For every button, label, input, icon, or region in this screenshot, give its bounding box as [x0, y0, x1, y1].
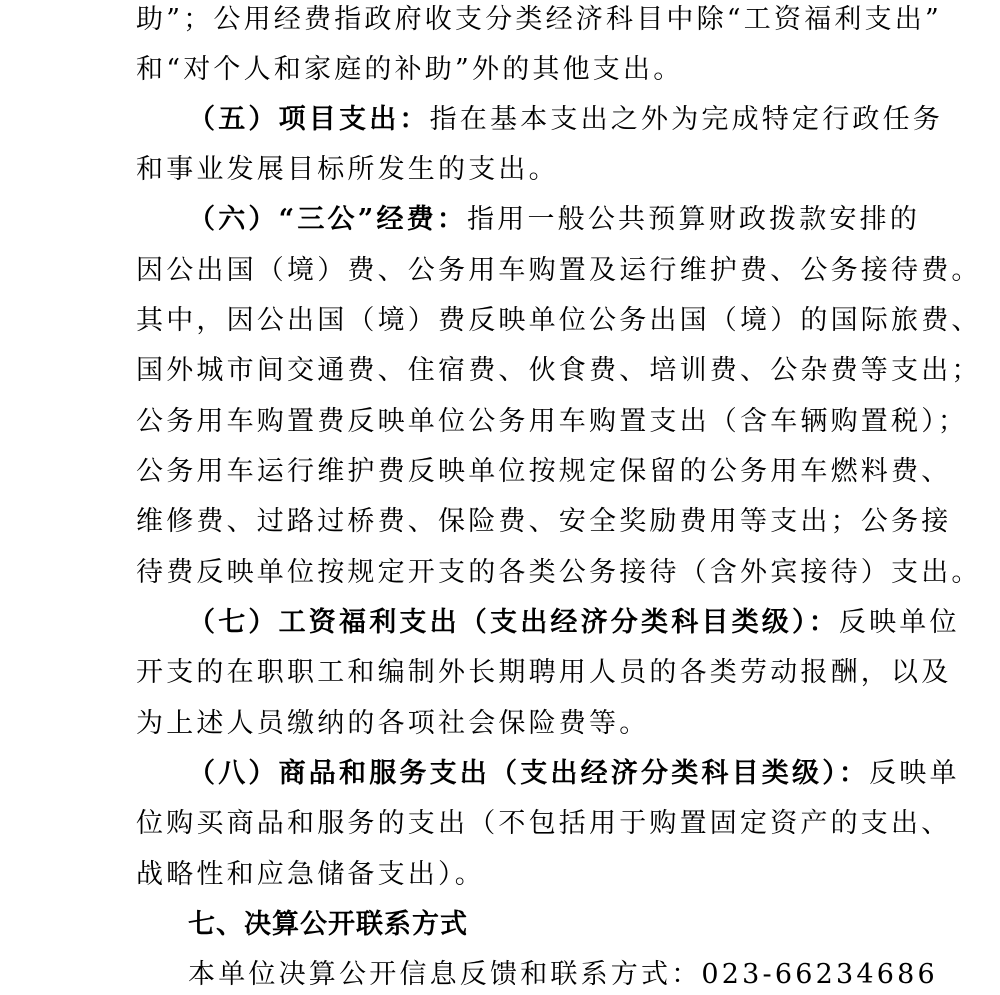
line-text: 国外城市间交通费、住宿费、伙食费、培训费、公杂费等支出； — [136, 355, 982, 386]
paragraph-line-1 — [136, 0, 943, 40]
section-heading: 七、决算公开联系方式 — [188, 909, 468, 940]
item-six-line-4 — [136, 351, 982, 391]
line-text: 因公出国（境）费、公务用车购置及运行维护费、公务接待费。 — [136, 255, 982, 286]
item-six-line-2 — [136, 251, 982, 291]
line-text: 其中，因公出国（境）费反映单位公务出国（境）的国际旅费、 — [136, 305, 982, 336]
line-text: 指在基本支出之外为完成特定行政任务 — [429, 104, 944, 135]
item-six-line-6 — [136, 452, 952, 492]
item-seven-heading: （七）工资福利支出（支出经济分类科目类级）： — [188, 607, 839, 638]
item-six-line-1 — [188, 200, 921, 240]
paragraph-line-2 — [136, 50, 896, 90]
item-eight-line-1 — [188, 754, 960, 794]
line-text: 位购买商品和服务的支出（不包括用于购置固定资产的支出、 — [136, 808, 952, 839]
item-six-line-3 — [136, 301, 982, 341]
line-text: 反映单位 — [838, 607, 960, 638]
item-five-line-2 — [136, 150, 896, 190]
line-text: 战略性和应急储备支出）。 — [136, 859, 485, 890]
item-six-heading: （六）“三公”经费： — [188, 204, 468, 235]
item-seven-line-3 — [136, 704, 896, 744]
item-eight-line-3 — [136, 855, 896, 895]
line-text: 指用一般公共预算财政拨款安排的 — [467, 204, 921, 235]
line-text: 开支的在职职工和编制外长期聘用人员的各类劳动报酬，以及 — [136, 657, 952, 688]
line-text: 维修费、过路过桥费、保险费、安全奖励费用等支出；公务接 — [136, 506, 952, 537]
line-text: 为上述人员缴纳的各项社会保险费等。 — [136, 708, 650, 739]
line-text: 助”；公用经费指政府收支分类经济科目中除“工资福利支出” — [136, 4, 943, 35]
line-text: 反映单 — [869, 758, 960, 789]
line-text: 公务用车运行维护费反映单位按规定保留的公务用车燃料费、 — [136, 456, 952, 487]
item-six-line-5 — [136, 402, 969, 442]
item-five-heading: （五）项目支出： — [188, 104, 430, 135]
line-text: 和事业发展目标所发生的支出。 — [136, 154, 559, 185]
line-text: 待费反映单位按规定开支的各类公务接待（含外宾接待）支出。 — [136, 557, 982, 588]
item-eight-heading: （八）商品和服务支出（支出经济分类科目类级）： — [188, 758, 870, 789]
line-text: 和“对个人和家庭的补助”外的其他支出。 — [136, 54, 684, 85]
item-seven-line-1 — [188, 603, 960, 643]
line-text: 公务用车购置费反映单位公务用车购置支出（含车辆购置税）； — [136, 406, 969, 437]
item-eight-line-2 — [136, 804, 952, 844]
item-six-line-8 — [136, 553, 982, 593]
item-seven-line-2 — [136, 653, 952, 693]
item-six-line-7 — [136, 502, 952, 542]
contact-line: 本单位决算公开信息反馈和联系方式：023-66234686 — [188, 959, 938, 990]
item-five-line-1 — [188, 100, 944, 140]
